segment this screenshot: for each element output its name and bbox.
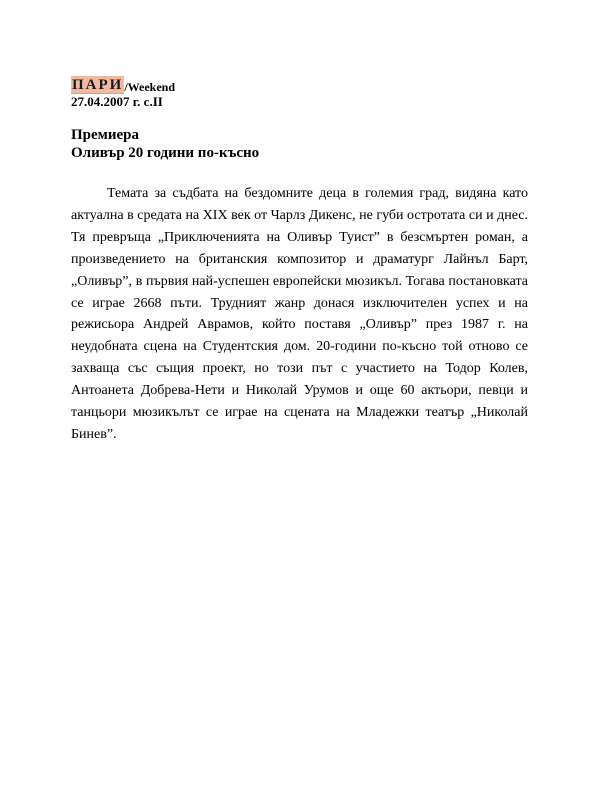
article-kicker: Премиера (71, 127, 140, 143)
article-body: Темата за съдбата на бездомните деца в големия град, видяна като актуална в средата на XIX век от Чарлз Дикенс, не губи остротата си и днес. Тя превръща „Приключенията на Оливър Туист” в безсмъртен роман, а произведението на британския композитор и драматург Лайнъл Барт, „Оливър”, в първия най-успешен европейски мюзикъл. Тогава постановката се играе 2668 пъти. Трудният жанр донася изключителен успех и на режисьора Андрей Аврамов, който поставя „Оливър” през 1987 г. на неудобната сцена на Студентския дом. 20-години по-късно той отново се захваща със същия проект, но този път с участието на Тодор Колев, Антоанета Добрева-Нети и Николай Урумов и още 60 актьори, певци и танцьори мюзикълът се играе на сцената на Младежки театър „Николай Бинев”. (71, 186, 528, 442)
article-headline: Оливър 20 години по-късно (71, 145, 260, 161)
issue-date-line: 27.04.2007 г. с.II (71, 94, 163, 109)
section-label: /Weekend (124, 80, 176, 94)
publication-header (71, 74, 175, 94)
publication-logo: ПАРИ (72, 77, 124, 93)
